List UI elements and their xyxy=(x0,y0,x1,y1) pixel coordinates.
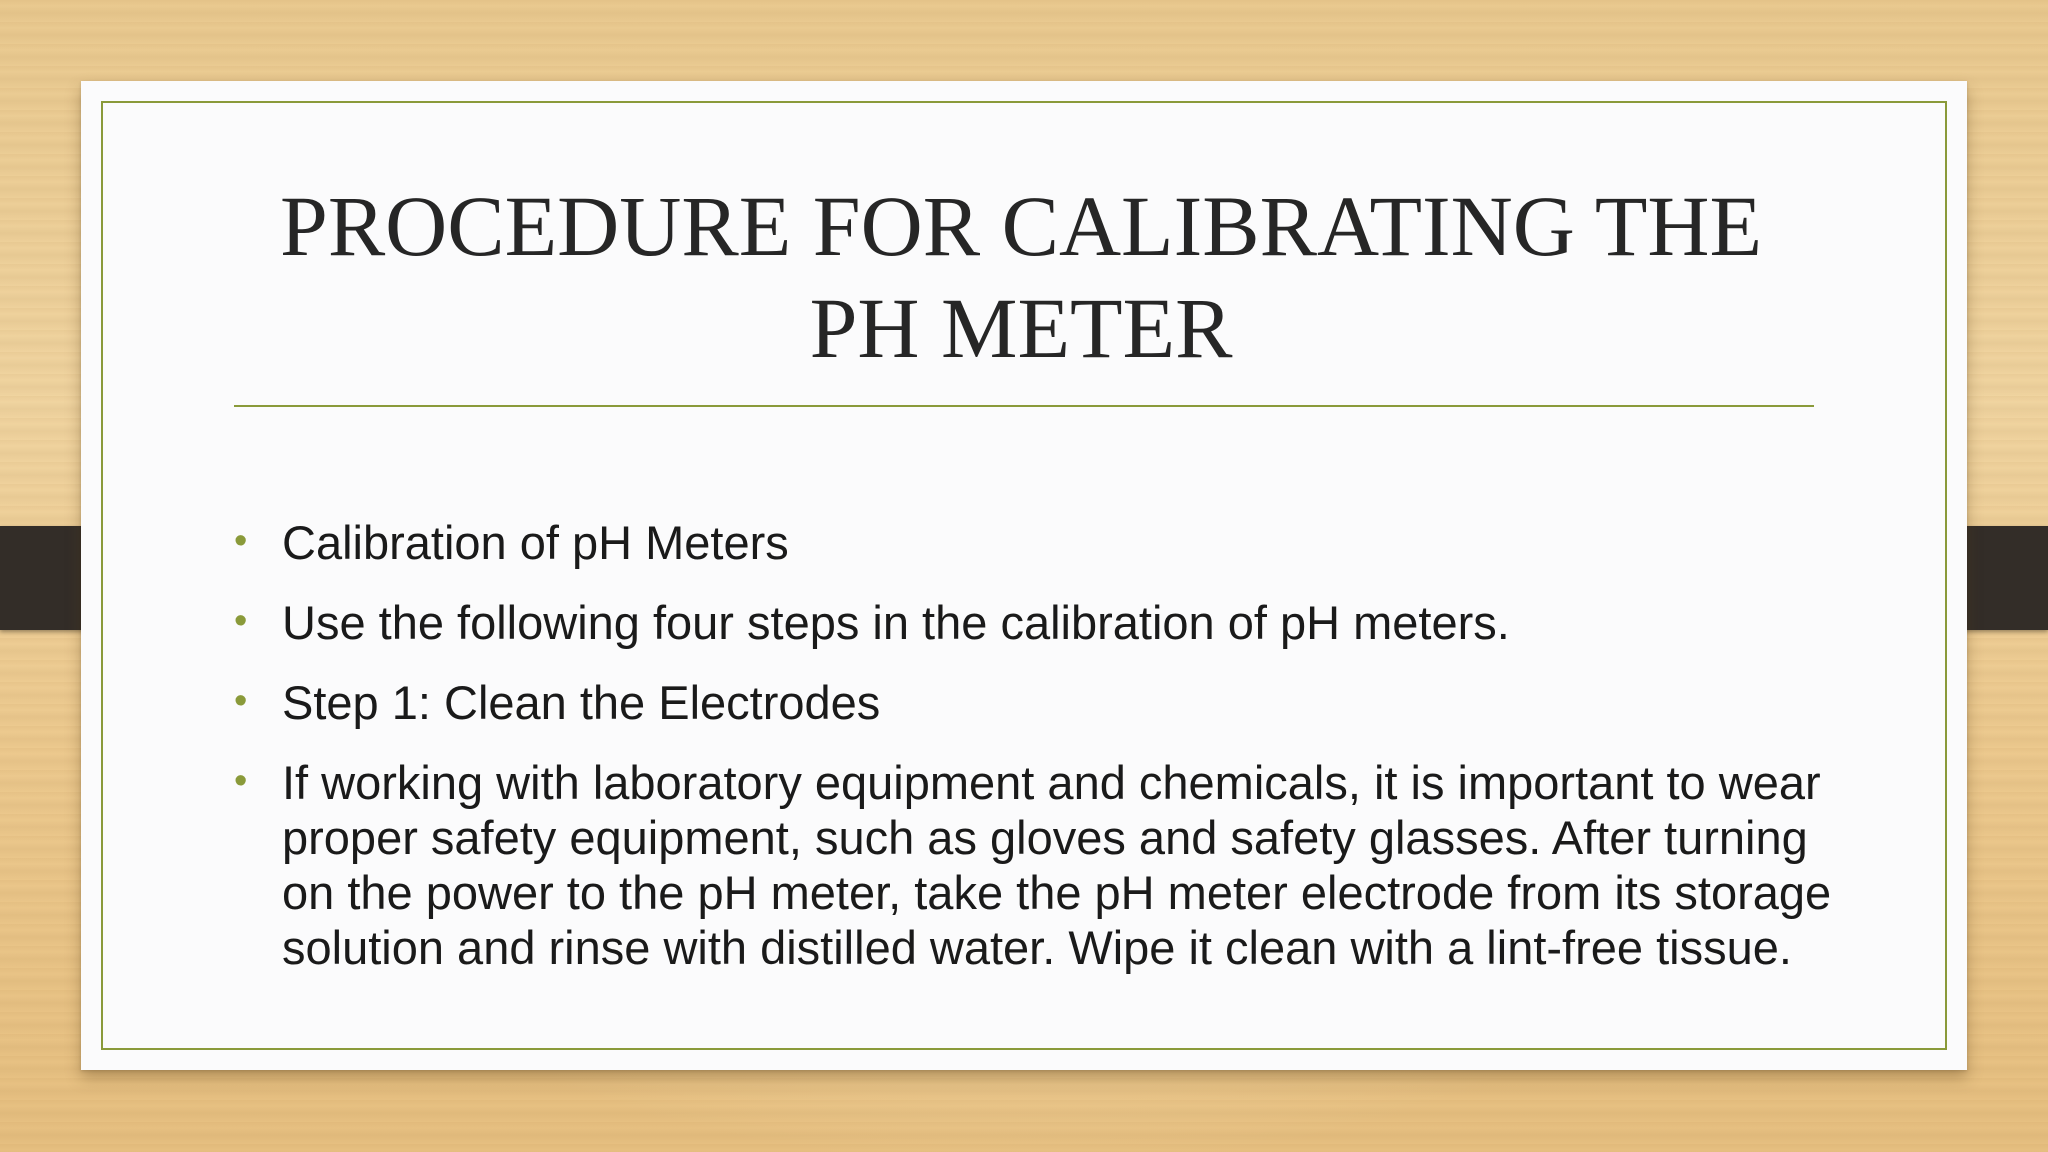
bullet-dot-icon: • xyxy=(234,520,248,562)
bullet-list xyxy=(234,515,1854,1000)
bullet-item xyxy=(234,675,1854,730)
bullet-dot-icon: • xyxy=(234,600,248,642)
bullet-item xyxy=(234,755,1854,975)
bullet-dot-icon: • xyxy=(234,680,248,722)
slide xyxy=(81,81,1967,1070)
bullet-text: Use the following four steps in the calibration of pH meters. xyxy=(282,596,1510,649)
title-divider xyxy=(234,405,1814,407)
bullet-text: Calibration of pH Meters xyxy=(282,516,789,569)
bullet-item xyxy=(234,595,1854,650)
bullet-text: Step 1: Clean the Electrodes xyxy=(282,676,881,729)
slide-title: PROCEDURE FOR CALIBRATING THE PH METER xyxy=(279,178,1763,376)
bullet-item xyxy=(234,515,1854,570)
bullet-dot-icon: • xyxy=(234,760,248,802)
bullet-text: If working with laboratory equipment and chemicals, it is important to wear proper safety equipment, such as gloves and safety glasses. After turning on the power to the pH meter, take the pH meter electrode from its storage solution and rinse with distilled water. Wipe it clean with a lint-free tissue. xyxy=(282,756,1832,974)
